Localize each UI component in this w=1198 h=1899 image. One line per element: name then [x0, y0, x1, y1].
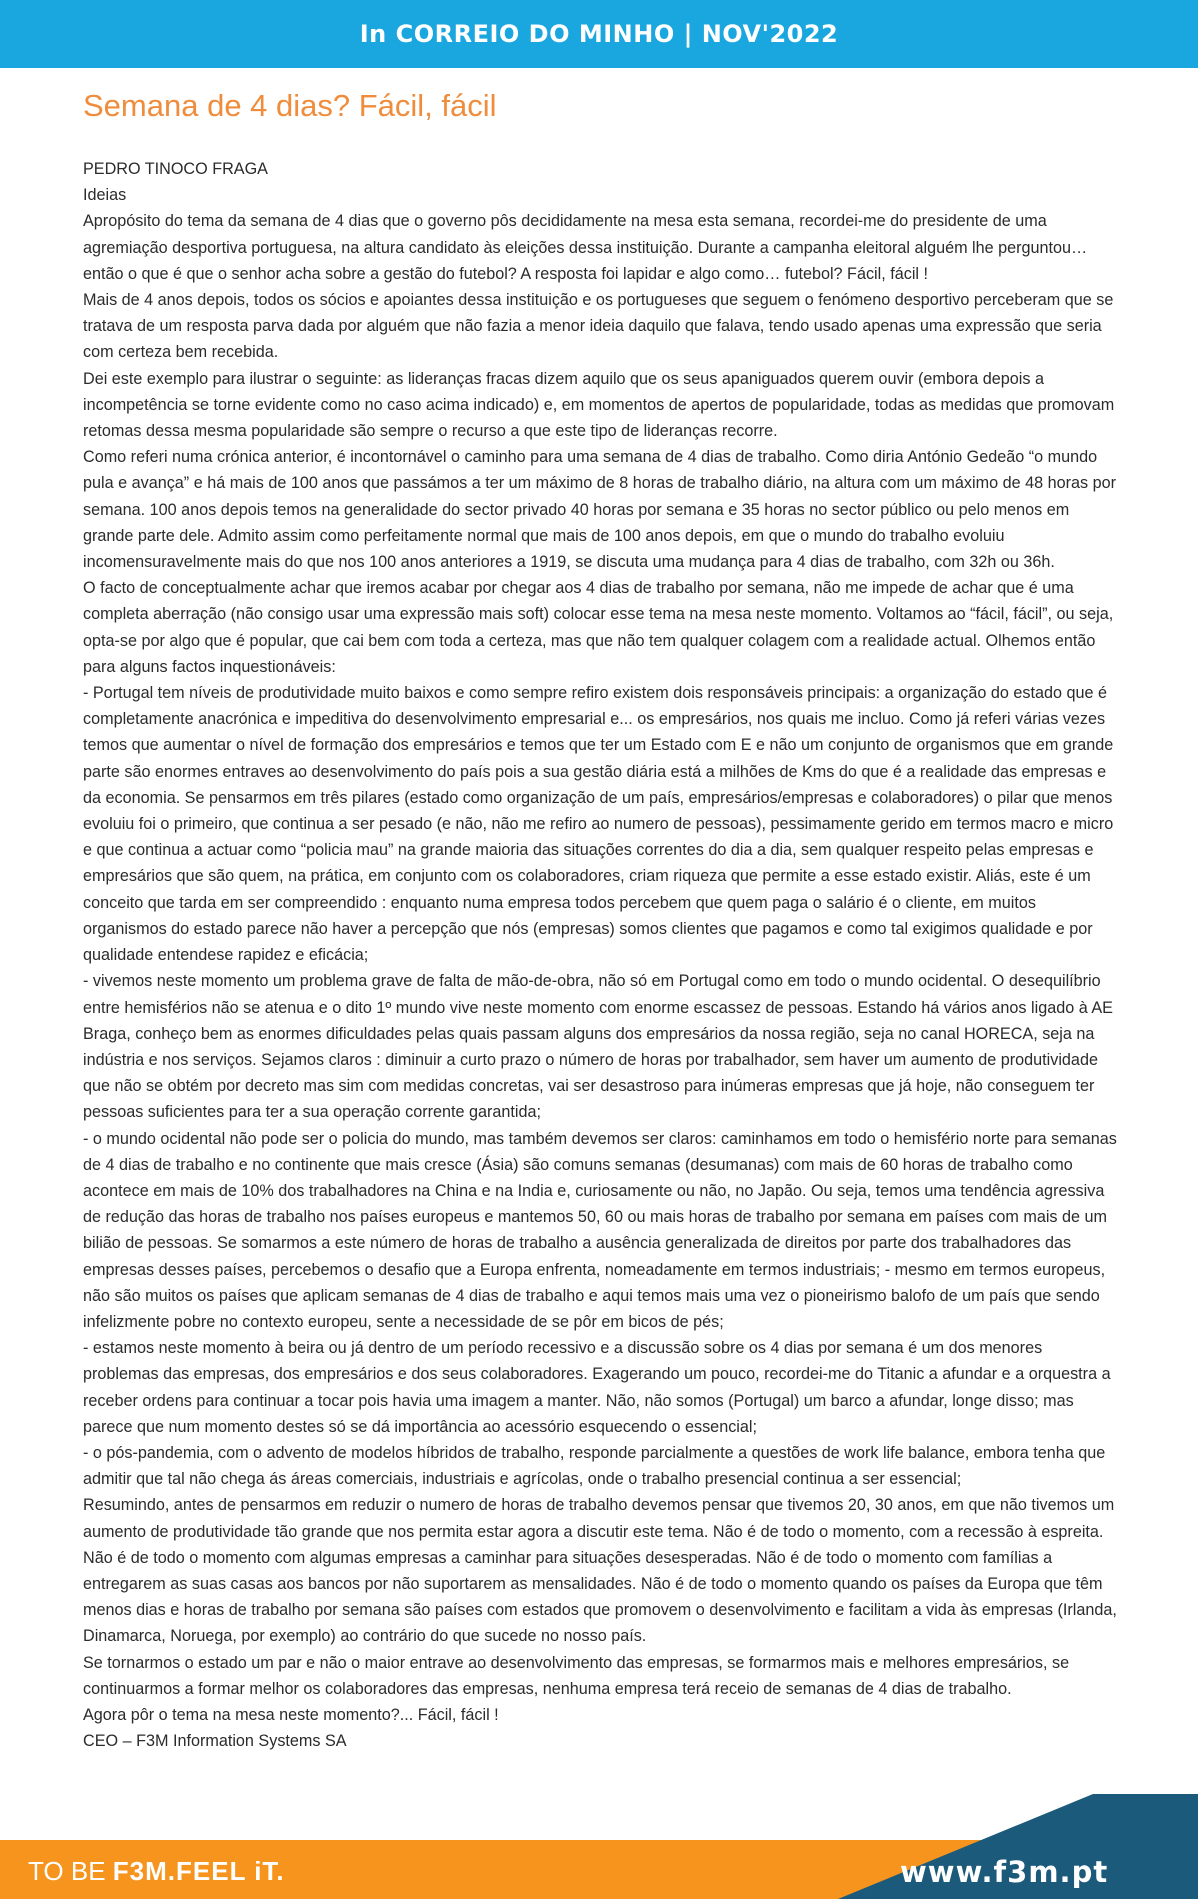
article-paragraph: Como referi numa crónica anterior, é incontornável o caminho para uma semana de 4 dias de trabalho. Como diria António Gedeão “o mundo pula e avança” e há mais de 100 anos que passámos a ter um máximo de 8 horas de trabalho diário, na altura com um máximo de 48 horas por semana. 100 anos depois temos na generalidade do sector privado 40 horas por semana e 35 horas no sector público ou pelo menos em grande parte dele. Admito assim como perfeitamente normal que mais de 100 anos depois, em que o mundo do trabalho evoluiu incomensuravelmente mais do que nos 100 anos anteriores a 1919, se discuta uma mudança para 4 dias de trabalho, com 32h ou 36h.	[83, 448, 1116, 572]
article	[83, 84, 1118, 1754]
article-author: PEDRO TINOCO FRAGA	[83, 160, 268, 178]
article-paragraph: Se tornarmos o estado um par e não o maior entrave ao desenvolvimento das empresas, se formarmos mais e melhores empresários, se continuarmos a formar melhor os colaboradores das empresas, nenhuma empresa terá receio de semanas de 4 dias de trabalho.	[83, 1653, 1070, 1698]
publication-banner: In CORREIO DO MINHO | NOV'2022	[359, 20, 839, 48]
article-paragraph: - Portugal tem níveis de produtividade muito baixos e como sempre refiro existem dois responsáveis principais: a organização do estado que é completamente anacrónica e impeditiva do desenvolvimento empresarial e... os empresários, nos quais me incluo. Como já referi várias vezes temos que aumentar o nível de formação dos empresários e temos que ter um Estado com E e não um conjunto de organismos que em grande parte são enormes entraves ao desenvolvimento do país pois a sua gestão diária está a milhões de Kms do que é a realidade das empresas e da economia. Se pensarmos em três pilares (estado como organização de um país, empresários/empresas e colaboradores) o pilar que menos evoluiu foi o primeiro, que continua a ser pesado (e não, não me refiro ao numero de pessoas), pessimamente gerido em termos macro e micro e que continua a actuar como “policia mau” na grande maioria das situações correntes do dia a dia, sem qualquer respeito pelas empresas e empresários que são quem, na prática, em conjunto com os colaboradores, criam riqueza que permite a esse estado existir. Aliás, este é um conceito que tarda em ser compreendido : enquanto numa empresa todos percebem que quem paga o salário é o cliente, em muitos organismos do estado parece não haver a percepção que nós (empresas) somos clientes que pagamos e como tal exigimos qualidade e por qualidade entendese rapidez e eficácia;	[83, 684, 1114, 965]
article-paragraph: - estamos neste momento à beira ou já dentro de um período recessivo e a discussão sobre os 4 dias por semana é um dos menores problemas das empresas, dos empresários e dos seus colaboradores. Exagerando um pouco, recordei-me do Titanic a afundar e a orquestra a receber ordens para continuar a tocar pois havia uma imagem a manter. Não, não somos (Portugal) um barco a afundar, longe disso; mas parece que num momento destes só se dá importância ao acessório esquecendo o essencial;	[83, 1339, 1111, 1436]
article-title: Semana de 4 dias? Fácil, fácil	[83, 88, 497, 123]
footer	[0, 1794, 1198, 1899]
article-signature: CEO – F3M Information Systems SA	[83, 1732, 347, 1751]
article-paragraph: O facto de conceptualmente achar que iremos acabar por chegar aos 4 dias de trabalho por semana, não me impede de achar que é uma completa aberração (não consigo usar uma expressão mais soft) colocar esse tema na mesa neste momento. Voltamos ao “fácil, fácil”, ou seja, opta-se por algo que é popular, que cai bem com toda a certeza, mas que não tem qualquer colagem com a realidade actual. Olhemos então para alguns factos inquestionáveis:	[83, 579, 1114, 676]
tagline-brand: F3M.FEEL iT.	[112, 1856, 285, 1886]
article-paragraph: Mais de 4 anos depois, todos os sócios e apoiantes dessa instituição e os portugueses que seguem o fenómeno desportivo perceberam que se tratava de um resposta parva dada por alguém que não fazia a menor ideia daquilo que falava, tendo usado apenas uma expressão que seria com certeza bem recebida.	[83, 291, 1114, 362]
article-body	[83, 156, 1118, 1754]
article-paragraph: - o pós-pandemia, com o advento de modelos híbridos de trabalho, responde parcialmente a questões de work life balance, embora tenha que admitir que tal não chega ás áreas comerciais, industriais e agrícolas, onde o trabalho presencial continua a ser essencial;	[83, 1443, 1106, 1489]
tagline-prefix: TO BE	[28, 1856, 113, 1886]
footer-tagline	[28, 1856, 285, 1886]
article-paragraph: - vivemos neste momento um problema grave de falta de mão-de-obra, não só em Portugal como em todo o mundo ocidental. O desequilíbrio entre hemisférios não se atenua e o dito 1º mundo vive neste momento com enorme escassez de pessoas. Estando há vários anos ligado à AE Braga, conheço bem as enormes dificuldades pelas quais passam alguns dos empresários da nossa região, seja no canal HORECA, seja na indústria e nos serviços. Sejamos claros : diminuir a curto prazo o número de horas por trabalhador, sem haver um aumento de produtividade que não se obtém por decreto mas sim com medidas concretas, vai ser desastroso para inúmeras empresas que já hoje, não conseguem ter pessoas suficientes para ter a sua operação corrente garantida;	[83, 972, 1113, 1122]
article-paragraph: Agora pôr o tema na mesa neste momento?... Fácil, fácil !	[83, 1705, 499, 1724]
top-banner	[0, 0, 1198, 68]
website-link[interactable]: www.f3m.pt	[900, 1855, 1109, 1889]
article-paragraph: - o mundo ocidental não pode ser o policia do mundo, mas também devemos ser claros: caminhamos em todo o hemisfério norte para semanas de 4 dias de trabalho e no continente que mais cresce (Ásia) são comuns semanas (desumanas) com mais de 60 horas de trabalho como acontece em mais de 10% dos trabalhadores na China e na India e, curiosamente ou não, no Japão. Ou seja, temos uma tendência agressiva de redução das horas de trabalho nos países europeus e mantemos 50, 60 ou mais horas de trabalho por semana em países com mais de um bilião de pessoas. Se somarmos a este número de horas de trabalho a ausência generalizada de direitos por parte dos trabalhadores das empresas desses países, percebemos o desafio que a Europa enfrenta, nomeadamente em termos industriais; - mesmo em termos europeus, não são muitos os países que aplicam semanas de 4 dias de trabalho e aqui temos mais uma vez o pioneirismo balofo de um país que sendo infelizmente pobre no contexto europeu, sente a necessidade de se pôr em bicos de pés;	[83, 1129, 1117, 1331]
article-paragraph: Dei este exemplo para ilustrar o seguinte: as lideranças fracas dizem aquilo que os seus apaniguados querem ouvir (embora depois a incompetência se torne evidente como no caso acima indicado) e, em momentos de apertos de popularidade, todas as medidas que promovam retomas dessa mesma popularidade são sempre o recurso a que este tipo de lideranças recorre.	[83, 369, 1115, 441]
article-paragraph: Resumindo, antes de pensarmos em reduzir o numero de horas de trabalho devemos pensar que tivemos 20, 30 anos, em que não tivemos um aumento de produtividade tão grande que nos permita estar agora a discutir este tema. Não é de todo o momento, com a recessão à espreita. Não é de todo o momento com algumas empresas a caminhar para situações desesperadas. Não é de todo o momento com famílias a entregarem as suas casas aos bancos por não suportarem as mensalidades. Não é de todo o momento quando os países da Europa que têm menos dias e horas de trabalho por semana são países com estados que promovem o desenvolvimento e facilitam a vida às empresas (Irlanda, Dinamarca, Noruega, por exemplo) ao contrário do que sucede no nosso país.	[83, 1496, 1117, 1646]
article-paragraph: Apropósito do tema da semana de 4 dias que o governo pôs decididamente na mesa esta semana, recordei-me do presidente de uma agremiação desportiva portuguesa, na altura candidato às eleições dessa instituição. Durante a campanha eleitoral alguém lhe perguntou… então o que é que o senhor acha sobre a gestão do futebol? A resposta foi lapidar e algo como… futebol? Fácil, fácil !	[83, 212, 1088, 283]
article-section: Ideias	[83, 186, 127, 205]
